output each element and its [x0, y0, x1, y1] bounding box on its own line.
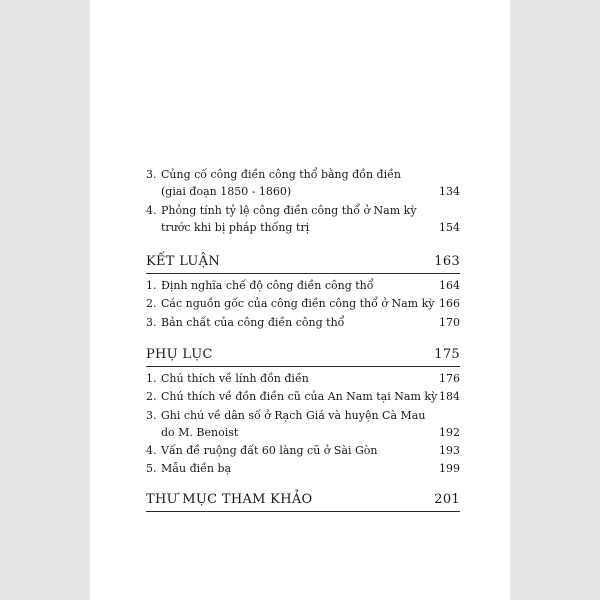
entry-number: 5.	[146, 462, 157, 475]
entry-title: Ghi chú về dân số ở Rạch Giá và huyện Cà Mau	[161, 409, 426, 422]
section-rule	[146, 511, 460, 512]
entry-title: Định nghĩa chế độ công điền công thổ	[161, 279, 374, 292]
section-title: KẾT LUẬN	[146, 254, 221, 269]
section-title: THƯ MỤC THAM KHẢO	[146, 492, 313, 507]
book-page	[90, 0, 510, 600]
entry-page: 134	[439, 185, 460, 198]
section-page: 201	[434, 492, 460, 507]
entry-number: 3.	[146, 316, 157, 329]
entry-title: Phỏng tính tỷ lệ công điền công thổ ở Nam kỳ	[161, 204, 417, 217]
entry-page: 199	[439, 462, 460, 475]
table-of-contents	[90, 0, 510, 600]
entry-number: 3.	[146, 168, 157, 181]
entry-page: 176	[439, 372, 460, 385]
section-rule	[146, 366, 460, 367]
entry-title: Mẫu điền bạ	[161, 462, 232, 475]
entry-title-line2: trước khi bị pháp thống trị	[161, 221, 310, 234]
entry-page: 193	[439, 444, 460, 457]
entry-title: Chú thích về lính đồn điền	[161, 372, 309, 385]
entry-number: 2.	[146, 297, 157, 310]
entry-page: 184	[439, 390, 460, 403]
entry-page: 166	[439, 297, 460, 310]
entry-title: Chú thích về đồn điền cũ của An Nam tại Nam kỳ	[161, 390, 438, 403]
entry-number: 4.	[146, 204, 157, 217]
section-title: PHỤ LỤC	[146, 347, 213, 362]
entry-page: 164	[439, 279, 460, 292]
entry-title: Các nguồn gốc của công điền công thổ ở Nam kỳ	[161, 297, 435, 310]
entry-number: 1.	[146, 372, 157, 385]
entry-page: 170	[439, 316, 460, 329]
section-page: 163	[434, 254, 460, 269]
entry-number: 3.	[146, 409, 157, 422]
entry-title-line2: do M. Benoist	[161, 426, 239, 439]
entry-title-line2: (giai đoạn 1850 - 1860)	[161, 185, 292, 198]
entry-page: 192	[439, 426, 460, 439]
entry-title: Củng cố công điền công thổ bằng đồn điền	[161, 168, 401, 181]
section-page: 175	[434, 347, 460, 362]
section-rule	[146, 273, 460, 274]
entry-title: Vấn đề ruộng đất 60 làng cũ ở Sài Gòn	[161, 444, 378, 457]
entry-page: 154	[439, 221, 460, 234]
entry-number: 1.	[146, 279, 157, 292]
entry-title: Bản chất của công điền công thổ	[161, 316, 345, 329]
entry-number: 4.	[146, 444, 157, 457]
entry-number: 2.	[146, 390, 157, 403]
